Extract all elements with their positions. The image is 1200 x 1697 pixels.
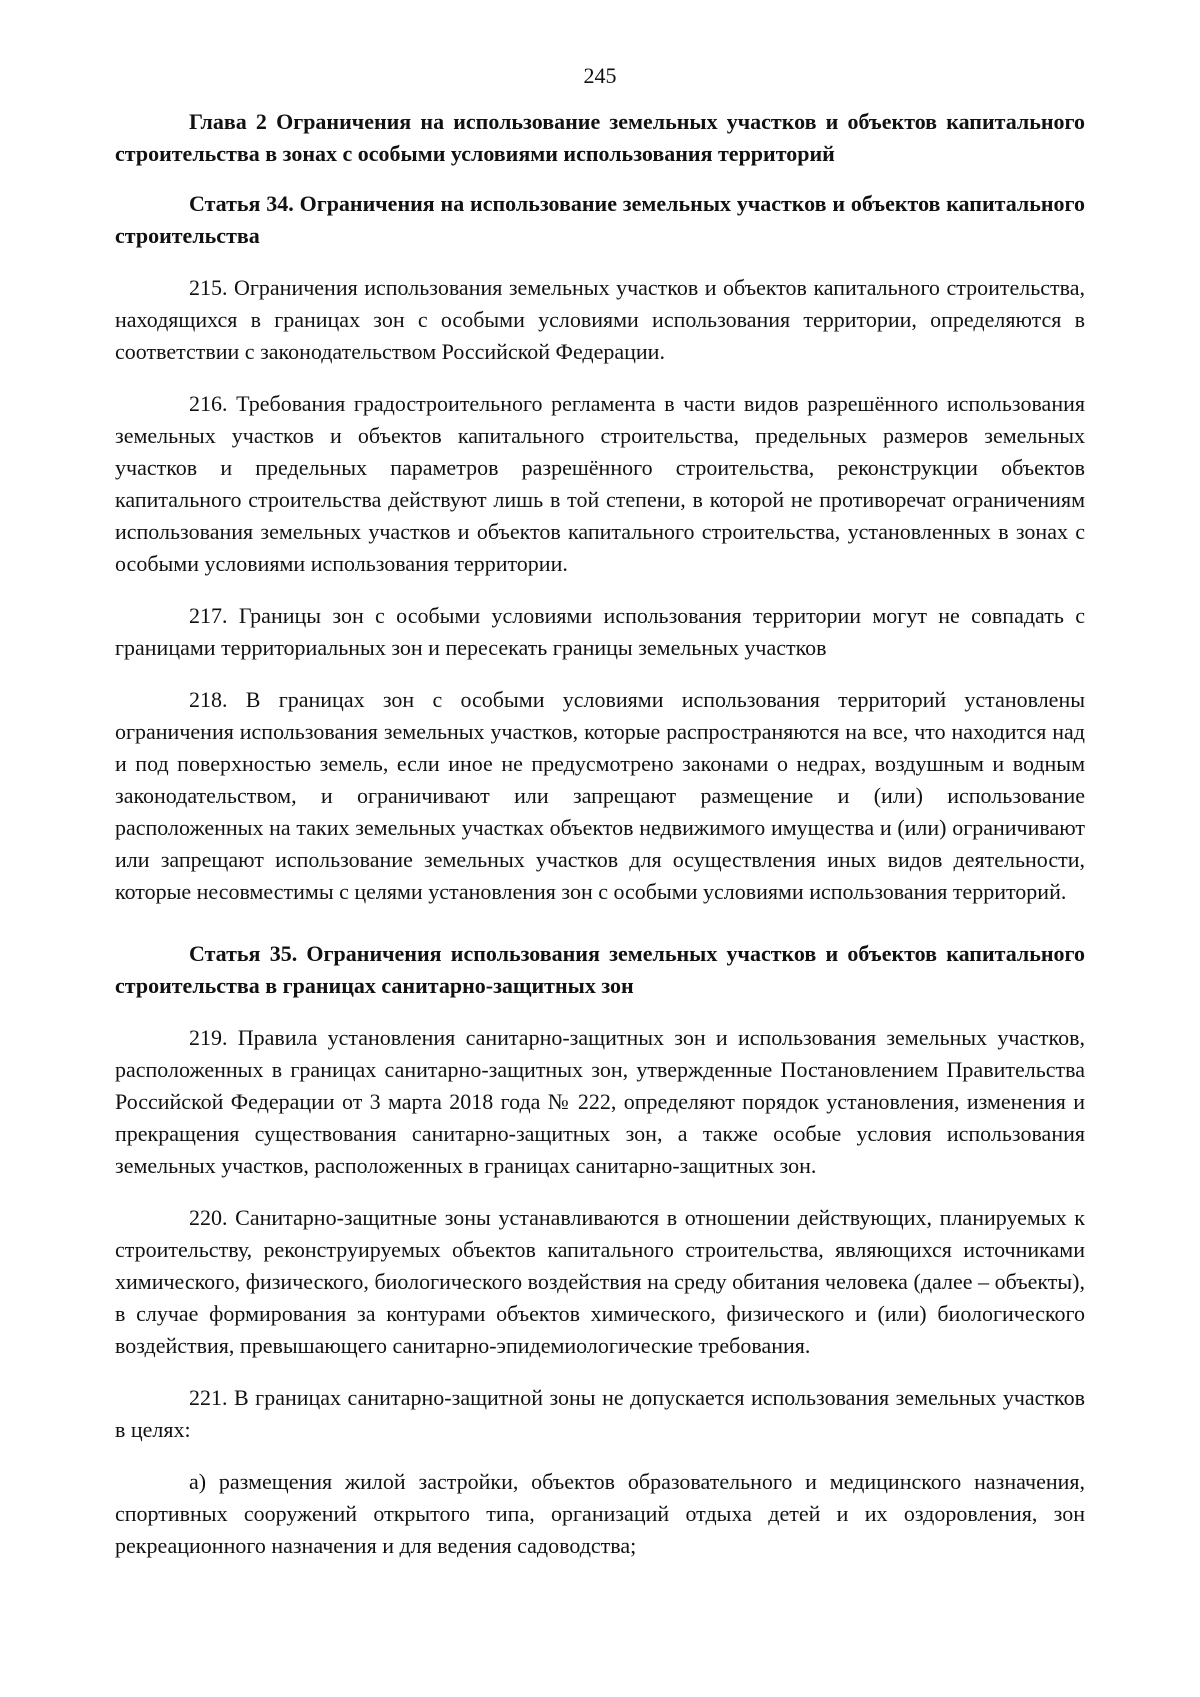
- article-34-heading: Статья 34. Ограничения на использование земельных участков и объектов капитального строительства: [115, 191, 1085, 248]
- page-number: 245: [583, 63, 617, 88]
- paragraph-221-a: а) размещения жилой застройки, объектов образовательного и медицинского назначения, спортивных сооружений открытого типа, организаций отдыха детей и их оздоровления, зон рекреационного назначения и для ведения садоводства;: [115, 1469, 1085, 1558]
- paragraph-219: 219. Правила установления санитарно-защитных зон и использования земельных участков, расположенных в границах санитарно-защитных зон, утвержденные Постановлением Правительства Российской Федерации от 3 марта 2018 года № 222, определяют порядок установления, изменения и прекращения существования санитарно-защитных зон, а также особые условия использования земельных участков, расположенных в границах санитарно-защитных зон.: [115, 1025, 1085, 1178]
- paragraph-216: 216. Требования градостроительного регламента в части видов разрешённого использования земельных участков и объектов капитального строительства, предельных размеров земельных участков и предельных параметров разрешённого строительства, реконструкции объектов капитального строительства действуют лишь в той степени, в которой не противоречат ограничениям использования земельных участков и объектов капитального строительства, установленных в зонах с особыми условиями использования территории.: [115, 391, 1085, 576]
- paragraph-220: 220. Санитарно-защитные зоны устанавливаются в отношении действующих, планируемых к строительству, реконструируемых объектов капитального строительства, являющихся источниками химического, физического, биологического воздействия на среду обитания человека (далее – объекты), в случае формирования за контурами объектов химического, физического и (или) биологического воздействия, превышающего санитарно-эпидемиологические требования.: [115, 1205, 1085, 1358]
- document-page: [115, 60, 1085, 1568]
- article-35-heading: Статья 35. Ограничения использования земельных участков и объектов капитального строительства в границах санитарно-защитных зон: [115, 941, 1085, 998]
- chapter-heading: Глава 2 Ограничения на использование земельных участков и объектов капитального строительства в зонах с особыми условиями использования территорий: [115, 109, 1085, 166]
- paragraph-217: 217. Границы зон с особыми условиями использования территории могут не совпадать с границами территориальных зон и пересекать границы земельных участков: [115, 603, 1085, 660]
- paragraph-221: 221. В границах санитарно-защитной зоны не допускается использования земельных участков в целях:: [115, 1385, 1085, 1442]
- paragraph-218: 218. В границах зон с особыми условиями использования территорий установлены ограничения использования земельных участков, которые распространяются на все, что находится над и под поверхностью земель, если иное не предусмотрено законами о недрах, воздушным и водным законодательством, и ограничивают или запрещают размещение и (или) использование расположенных на таких земельных участках объектов недвижимого имущества и (или) ограничивают или запрещают использование земельных участков для осуществления иных видов деятельности, которые несовместимы с целями установления зон с особыми условиями использования территорий.: [115, 687, 1085, 904]
- paragraph-215: 215. Ограничения использования земельных участков и объектов капитального строительства, находящихся в границах зон с особыми условиями использования территории, определяются в соответствии с законодательством Российской Федерации.: [115, 275, 1085, 364]
